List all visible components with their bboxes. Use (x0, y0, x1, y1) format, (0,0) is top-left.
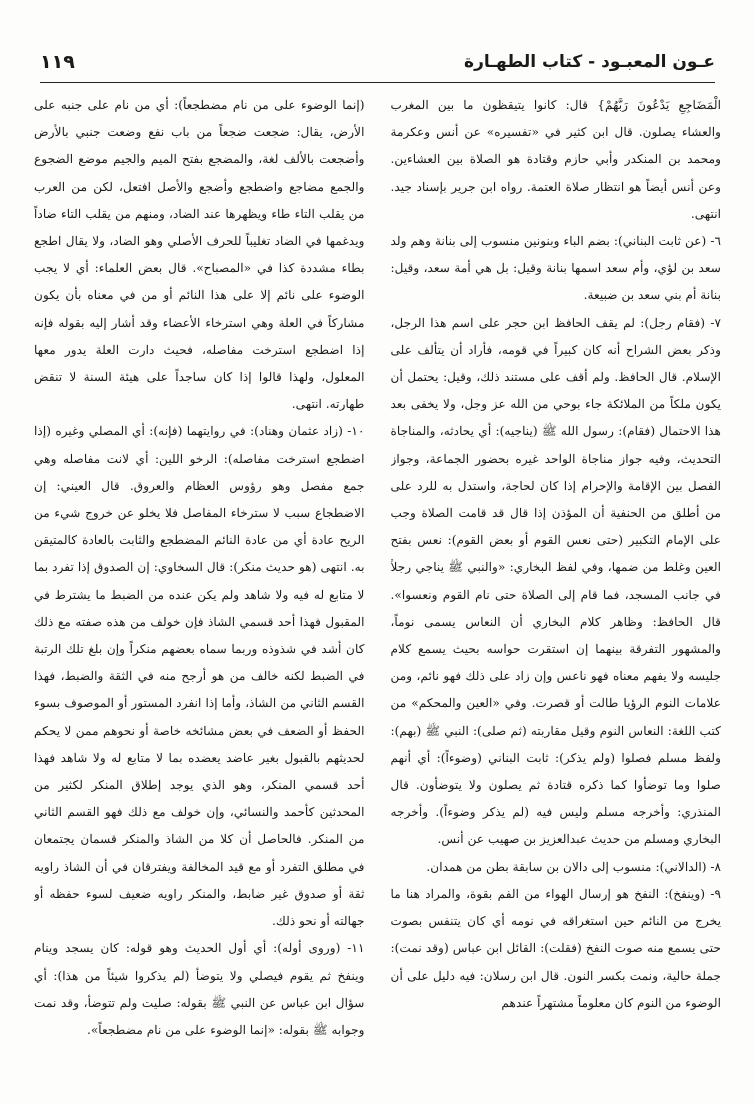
paragraph: ٨- (الدالاني): منسوب إلى دالان بن سابقة بطن من همدان. (426, 859, 721, 874)
page-header (40, 42, 715, 82)
paragraph: ١١- (وروى أوله): أي أول الحديث وهو قوله: كان يسجد وينام وينفخ ثم يقوم فيصلي ولا يتوضأ (لم يذكروا شيئاً من هذا): أي سؤال ابن عباس عن النبي ﷺ بقوله: صليت ولم تتوضأ، وقد نمت وجوابه ﷺ بقوله: «إنما الوضوء على من نام مضطجعاً». (34, 941, 365, 1037)
paragraph: الْمَضَاجِعِ يَدْعُونَ رَبَّهُمْ} قال: كانوا يتيقظون ما بين المغرب والعشاء يصلون. قال ابن كثير في «تفسيره» عن أنس وعكرمة ومحمد بن المنكدر وأبي حازم وقتادة هو الصلاة بين العشاءين. وعن أنس أيضاً هو انتظار صلاة العتمة. رواه ابن جرير بإسناد جيد. انتهى. (390, 98, 721, 221)
header-divider (40, 82, 715, 83)
paragraph: ٦- (عن ثابت البناني): بضم الباء وبنونين منسوب إلى بنانة وهم ولد سعد بن لؤي، وأم سعد اسمها بنانة وقيل: بل هي أمة سعد، وقيل: بنانة أم بني سعد بن ضبيعة. (390, 234, 721, 303)
running-header-title: عـون المعبـود - كتاب الطهـارة (464, 52, 715, 72)
paragraph: (إنما الوضوء على من نام مضطجعاً): أي من نام على جنبه على الأرض، يقال: ضجعت ضجعاً من باب نفع وضعت جنبي بالأرض وأضجعت بالألف لغة، والمضجع بفتح الميم والجيم موضع الضجوع والجمع مضاجع واضطجع وأضجع والأصل افتعل، لكن من العرب من يقلب التاء طاء ويظهرها عند الضاد، ومنهم من يقلب التاء ضاداً ويدغمها في الضاد تغليباً للحرف الأصلي وهو الضاد، ولا يقال اطجع بطاء مشددة كذا في «المصباح». قال بعض العلماء: أي لا يجب الوضوء على نائم إلا على هذا النائم أو من في معناه بأن يكون مشاركاً في العلة وهي استرخاء الأعضاء وقد أشار إليه بقوله فإنه إذا اضطجع استرخت مفاصله، فحيث دارت العلة يدور معها المعلول، ولهذا قالوا إذا كان ساجداً على هيئة السنة لا تنقض طهارته. انتهى. (34, 98, 365, 412)
right-column (391, 92, 722, 1071)
page-number: ١١٩ (40, 51, 75, 73)
paragraph: ٧- (فقام رجل): لم يقف الحافظ ابن حجر على اسم هذا الرجل، وذكر بعض الشراح أنه كان كبيراً في قومه، فأراد أن يتألف على الإسلام. قال الحافظ. ولم أقف على مستند ذلك، وقيل: يحتمل أن يكون ملكاً من الملائكة جاء بوحي من الله عز وجل، ولا يخفى بعد هذا الاحتمال (فقام): رسول الله ﷺ (يناجيه): أي يحادثه، والمناجاة التحديث، وفيه جواز مناجاة الواحد غيره بحضور الجماعة، وجواز الفصل بين الإقامة والإحرام إذا كان لحاجة، واستدل به للرد على من أطلق من الحنفية أن المؤذن إذا قال قد قامت الصلاة وجب على الإمام التكبير (حتى نعس القوم أو بعض القوم): نعس بفتح العين وغلط من ضمها، وفي لفظ البخاري: «والنبي ﷺ يناجي رجلاً في جانب المسجد، فما قام إلى الصلاة حتى نام القوم ونعسوا». قال الحافظ: وظاهر كلام البخاري أن النعاس يسمى نوماً، والمشهور التفرقة بينهما إن استقرت حواسه بحيث يسمع كلام جليسه ولا يفهم معناه فهو ناعس وإن زاد على ذلك فهو نائم، ومن علامات النوم الرؤيا طالت أو قصرت. وفي «العين والمحكم» من كتب اللغة: النعاس النوم وقيل مقاربته (ثم صلى): النبي ﷺ (بهم): ولفظ مسلم فصلوا (ولم يذكر): ثابت البناني (وضوءاً): أي أنهم صلوا وما توضأوا كما ذكره قتادة ثم يصلون ولا يتوضأون. قال المنذري: وأخرجه مسلم وليس فيه (لم يذكر وضوءاً). وأخرجه البخاري ومسلم من حديث عبدالعزيز بن صهيب عن أنس. (390, 315, 721, 847)
paragraph: ١٠- (زاد عثمان وهناد): في روايتهما (فإنه): أي المصلي وغيره (إذا اضطجع استرخت مفاصله): الرخو اللين: أي لانت مفاصله وهي جمع مفصل وهو رؤوس العظام والعروق. قال العيني: إن الاضطجاع سبب لا سترخاء المفاصل فلا يخلو عن خروج شيء من الريح عادة أي من عادة النائم المضطجع والثابت بالعادة كالمتيقن به. انتهى (هو حديث منكر): قال السخاوي: إن الصدوق إذا تفرد بما لا متابع له فيه ولا شاهد ولم يكن عنده من الضبط ما يشترط في المقبول فهذا أحد قسمي الشاذ فإن خولف من هذه صفته مع ذلك كان أشد في شذوذه وربما سماه بعضهم منكراً وإن بلغ تلك الرتبة في الضبط لكنه خالف من هو أرجح منه في الثقة والضبط، فهذا القسم الثاني من الشاذ، وأما إذا انفرد المستور أو الموصوف بسوء الحفظ أو الضعف في بعض مشائخه خاصة أو نحوهم ممن لا يحكم لحديثهم بالقبول بغير عاضد يعضده بما لا متابع له ولا شاهد فهذا أحد قسمي المنكر، وهو الذي يوجد إطلاق المنكر لكثير من المحدثين كأحمد والنسائي، وإن خولف مع ذلك فهو القسم الثاني من المنكر. فالحاصل أن كلا من الشاذ والمنكر قسمان يجتمعان في مطلق التفرد أو مع قيد المخالفة ويفترقان في أن الشاذ راويه ثقة أو صدوق غير ضابط، والمنكر راويه ضعيف لسوء حفظه أو جهالته أو نحو ذلك. (34, 424, 365, 929)
left-column (34, 92, 365, 1071)
text-columns (34, 92, 721, 1071)
paragraph: ٩- (وينفخ): النفخ هو إرسال الهواء من الفم بقوة، والمراد هنا ما يخرج من النائم حين استغراقه في نومه أي كان يتنفس بصوت حتى يسمع منه صوت النفخ (فقلت): القائل ابن عباس (وقد نمت): جملة حالية، ونمت بكسر النون. قال ابن رسلان: فيه دليل على أن الوضوء من النوم كان معلوماً مشتهراً عندهم (390, 886, 721, 1010)
